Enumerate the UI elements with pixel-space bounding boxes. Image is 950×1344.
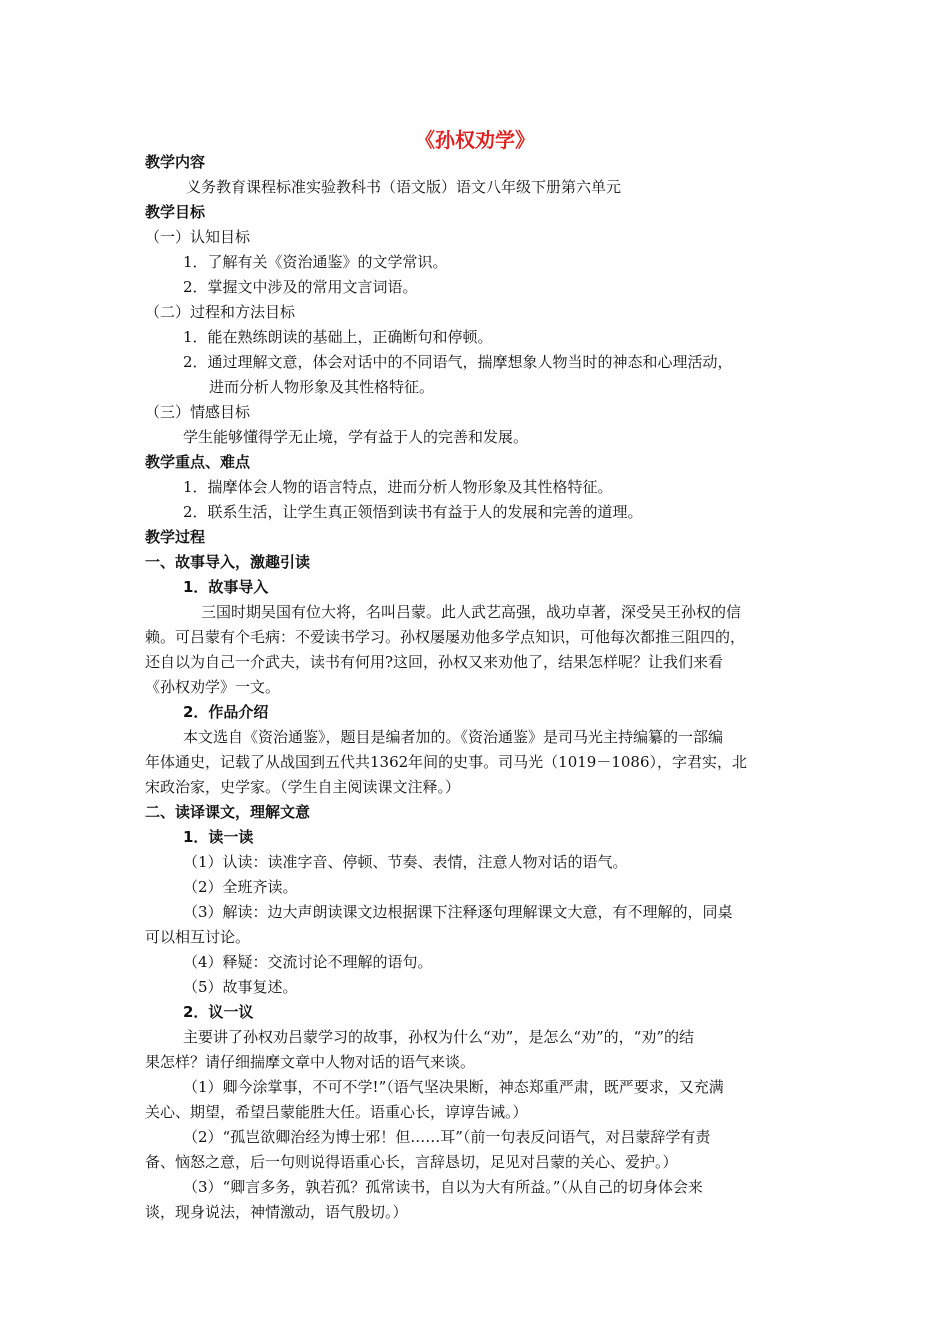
list-item: （2）全班齐读。: [183, 878, 298, 896]
subheading-emotion: （三）情感目标: [145, 403, 251, 421]
objective-text: 学生能够懂得学无止境，学有益于人的完善和发展。: [183, 428, 529, 446]
paragraph-line: 《孙权劝学》一文。: [145, 678, 281, 696]
substep-heading: 2．议一议: [183, 1003, 254, 1021]
objective-item: 2．掌握文中涉及的常用文言词语。: [183, 278, 418, 296]
step-heading-2: 二、读译课文，理解文意: [145, 803, 311, 821]
quote-item: （1）卿今涂掌事，不可不学!”（语气坚决果断，神态郑重严肃，既严要求，又充满: [183, 1078, 724, 1096]
paragraph-line: 还自以为自己一介武夫，读书有何用?这回，孙权又来劝他了，结果怎样呢？让我们来看: [145, 653, 724, 671]
quote-item-continued: 备、恼怒之意，后一句则说得语重心长，言辞恳切，足见对吕蒙的关心、爱护。）: [145, 1153, 678, 1171]
section-heading-objectives: 教学目标: [145, 203, 206, 221]
paragraph-line: 宋政治家，史学家。（学生自主阅读课文注释。）: [145, 778, 461, 796]
document-title: 《孙权劝学》: [415, 128, 535, 152]
objective-item: 2．通过理解文意，体会对话中的不同语气，揣摩想象人物当时的神态和心理活动，: [183, 353, 733, 371]
content-text: 义务教育课程标准实验教科书（语文版）语文八年级下册第六单元: [186, 178, 622, 196]
quote-item-continued: 谈，现身说法，神情激动，语气殷切。）: [145, 1203, 408, 1221]
objective-item: 1．能在熟练朗读的基础上，正确断句和停顿。: [183, 328, 493, 346]
objective-item: 1．了解有关《资治通鉴》的文学常识。: [183, 253, 448, 271]
quote-item-continued: 关心、期望，希望吕蒙能胜大任。语重心长，谆谆告诫。）: [145, 1103, 528, 1121]
list-item: （5）故事复述。: [183, 978, 298, 996]
objective-item-continued: 进而分析人物形象及其性格特征。: [209, 378, 435, 396]
paragraph-line: 年体通史，记载了从战国到五代共1362年间的史事。司马光（1019－1086），字君实，北: [145, 753, 748, 771]
paragraph-line: 本文选自《资治通鉴》，题目是编者加的。《资治通鉴》是司马光主持编纂的一部编: [183, 728, 724, 746]
subheading-cognitive: （一）认知目标: [145, 228, 251, 246]
quote-item: （2）“孤岂欲卿治经为博士邪！但……耳”（前一句表反问语气，对吕蒙辞学有责: [183, 1128, 711, 1146]
keypoint-item: 1．揣摩体会人物的语言特点，进而分析人物形象及其性格特征。: [183, 478, 613, 496]
section-heading-process: 教学过程: [145, 528, 206, 546]
substep-heading: 1．读一读: [183, 828, 254, 846]
substep-heading: 2．作品介绍: [183, 703, 269, 721]
list-item-continued: 可以相互讨论。: [145, 928, 251, 946]
paragraph-line: 赖。可吕蒙有个毛病：不爱读书学习。孙权屡屡劝他多学点知识，可他每次都推三阻四的，: [145, 628, 746, 646]
quote-item: （3）“卿言多务，孰若孤？孤常读书，自以为大有所益。”（从自己的切身体会来: [183, 1178, 703, 1196]
section-heading-content: 教学内容: [145, 153, 206, 171]
paragraph-line: 主要讲了孙权劝吕蒙学习的故事，孙权为什么“劝”，是怎么“劝”的，“劝”的结: [183, 1028, 695, 1046]
step-heading-1: 一、故事导入，激趣引读: [145, 553, 311, 571]
subheading-process: （二）过程和方法目标: [145, 303, 296, 321]
section-heading-keypoints: 教学重点、难点: [145, 453, 251, 471]
paragraph-line: 三国时期吴国有位大将，名叫吕蒙。此人武艺高强，战功卓著，深受吴王孙权的信: [201, 603, 742, 621]
paragraph-line: 果怎样？请仔细揣摩文章中人物对话的语气来谈。: [145, 1053, 476, 1071]
list-item: （3）解读：边大声朗读课文边根据课下注释逐句理解课文大意，有不理解的，同桌: [183, 903, 733, 921]
list-item: （4）释疑：交流讨论不理解的语句。: [183, 953, 433, 971]
list-item: （1）认读：读准字音、停顿、节奏、表情，注意人物对话的语气。: [183, 853, 628, 871]
substep-heading: 1．故事导入: [183, 578, 269, 596]
keypoint-item: 2．联系生活，让学生真正领悟到读书有益于人的发展和完善的道理。: [183, 503, 643, 521]
